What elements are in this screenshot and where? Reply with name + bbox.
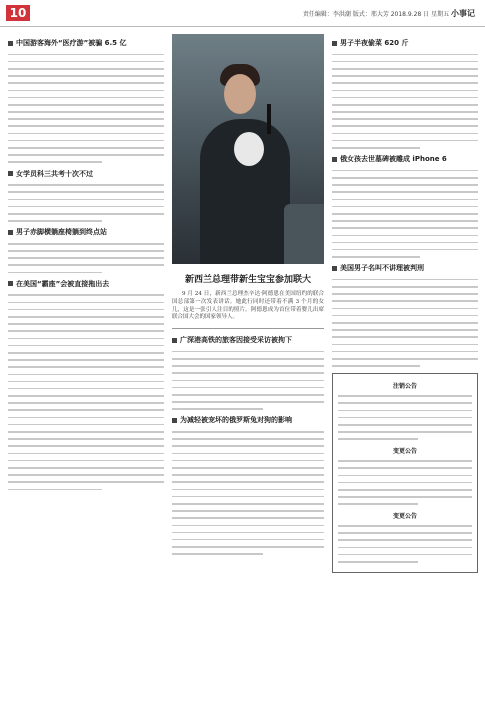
- text-line: [8, 481, 164, 483]
- text-line: [8, 199, 164, 201]
- column-right: [332, 34, 478, 699]
- text-line: [8, 330, 164, 332]
- text-line: [172, 481, 324, 483]
- notice-body: [338, 460, 472, 505]
- text-line: [338, 402, 472, 404]
- text-line: [8, 97, 164, 99]
- text-line: [8, 445, 164, 447]
- text-line: [338, 395, 472, 397]
- photo-caption: 9 月 24 日，新西兰总理杰辛达·阿德恩在美国纽约的联合国总部第一次发表讲话。她此行同时还带着不满 3 个月的女儿，这是一张引人注目的照片。阿德恩成为首位带着婴儿出席联合国大会的国家领导人。: [172, 291, 324, 321]
- article-heading: 美国男子名叫不讲理被判刑: [332, 263, 478, 273]
- text-line: [8, 161, 102, 163]
- text-line: [8, 388, 164, 390]
- text-line: [8, 366, 164, 368]
- column-left: [8, 34, 164, 699]
- article-body: [8, 243, 164, 273]
- text-line: [332, 104, 478, 106]
- text-line: [332, 358, 478, 360]
- text-line: [332, 249, 478, 251]
- microphone-icon: [267, 104, 271, 134]
- text-line: [332, 170, 478, 172]
- text-line: [332, 97, 478, 99]
- text-line: [332, 140, 478, 142]
- text-line: [332, 147, 420, 149]
- text-line: [172, 467, 324, 469]
- text-line: [8, 294, 164, 296]
- text-line: [8, 302, 164, 304]
- text-line: [8, 338, 164, 340]
- text-line: [172, 387, 324, 389]
- text-line: [332, 308, 478, 310]
- text-line: [8, 184, 164, 186]
- text-line: [338, 547, 472, 549]
- text-line: [172, 517, 324, 519]
- text-line: [332, 206, 478, 208]
- text-line: [8, 395, 164, 397]
- text-line: [172, 380, 324, 382]
- article-heading: 俄女孩去世墓碑被雕成 iPhone 6: [332, 154, 478, 164]
- text-line: [8, 54, 164, 56]
- text-line: [332, 279, 478, 281]
- bullet-square-icon: [172, 418, 177, 423]
- text-line: [8, 264, 164, 266]
- bullet-square-icon: [8, 230, 13, 235]
- article-body: [172, 351, 324, 410]
- text-line: [338, 496, 472, 498]
- text-line: [8, 359, 164, 361]
- text-line: [332, 351, 478, 353]
- article-heading: 为减轻被宠坏的俄罗斯兔对狗的影响: [172, 415, 324, 425]
- photo-figure: [224, 74, 256, 114]
- text-line: [8, 140, 164, 142]
- text-line: [332, 177, 478, 179]
- text-line: [338, 431, 472, 433]
- notice-box: [332, 373, 478, 574]
- bullet-square-icon: [8, 41, 13, 46]
- article-heading: 男子赤脚横躺座椅躺到终点站: [8, 227, 164, 237]
- text-line: [338, 417, 472, 419]
- text-line: [332, 315, 478, 317]
- text-line: [8, 75, 164, 77]
- text-line: [332, 322, 478, 324]
- article-heading: 在美国“霸座”会被直接拖出去: [8, 279, 164, 289]
- text-line: [332, 133, 478, 135]
- bullet-square-icon: [332, 157, 337, 162]
- divider: [172, 328, 324, 329]
- text-line: [172, 408, 263, 410]
- text-line: [332, 242, 478, 244]
- text-line: [332, 125, 478, 127]
- text-line: [332, 235, 478, 237]
- photo-figure: [284, 204, 324, 264]
- text-line: [338, 424, 472, 426]
- text-line: [8, 243, 164, 245]
- photo-headline: 新西兰总理带新生宝宝参加联大: [184, 275, 311, 285]
- text-line: [172, 489, 324, 491]
- text-line: [172, 453, 324, 455]
- text-line: [8, 125, 164, 127]
- text-line: [8, 424, 164, 426]
- text-line: [8, 250, 164, 252]
- text-line: [8, 147, 164, 149]
- text-line: [8, 409, 164, 411]
- text-line: [8, 104, 164, 106]
- article-heading: 广深港高铁的旅客因接受采访被拘下: [172, 335, 324, 345]
- text-line: [8, 220, 102, 222]
- text-line: [8, 191, 164, 193]
- text-line: [172, 438, 324, 440]
- text-line: [8, 118, 164, 120]
- notice-body: [338, 525, 472, 563]
- text-line: [172, 539, 324, 541]
- text-line: [8, 323, 164, 325]
- bullet-square-icon: [172, 338, 177, 343]
- text-line: [172, 372, 324, 374]
- text-line: [8, 68, 164, 70]
- column-middle: [172, 34, 324, 699]
- article-body: [172, 431, 324, 555]
- text-line: [338, 532, 472, 534]
- text-line: [8, 431, 164, 433]
- text-line: [172, 445, 324, 447]
- text-line: [332, 199, 478, 201]
- text-line: [8, 438, 164, 440]
- photo-figure: [234, 132, 264, 166]
- text-line: [332, 61, 478, 63]
- text-line: [332, 365, 420, 367]
- text-line: [338, 467, 472, 469]
- text-line: [8, 467, 164, 469]
- text-line: [172, 503, 324, 505]
- text-line: [332, 184, 478, 186]
- text-line: [8, 111, 164, 113]
- text-line: [172, 532, 324, 534]
- text-line: [332, 256, 420, 258]
- text-line: [338, 554, 472, 556]
- text-line: [172, 431, 324, 433]
- text-line: [172, 474, 324, 476]
- text-line: [8, 90, 164, 92]
- text-line: [8, 352, 164, 354]
- article-body: [332, 54, 478, 149]
- text-line: [332, 54, 478, 56]
- text-line: [172, 358, 324, 360]
- text-line: [8, 345, 164, 347]
- article-heading: 中国游客海外“医疗游”被骗 6.5 亿: [8, 38, 164, 48]
- text-line: [338, 482, 472, 484]
- article-body: [332, 279, 478, 367]
- article-body: [332, 170, 478, 258]
- text-line: [332, 111, 478, 113]
- text-line: [8, 402, 164, 404]
- text-line: [8, 82, 164, 84]
- text-line: [8, 381, 164, 383]
- text-line: [172, 546, 324, 548]
- text-line: [8, 257, 164, 259]
- article-heading: 男子半夜偷菜 620 斤: [332, 38, 478, 48]
- text-line: [338, 561, 418, 563]
- text-line: [8, 61, 164, 63]
- article-body: [8, 184, 164, 222]
- text-line: [332, 220, 478, 222]
- text-line: [8, 133, 164, 135]
- text-line: [332, 286, 478, 288]
- text-line: [8, 417, 164, 419]
- text-line: [338, 460, 472, 462]
- text-line: [332, 82, 478, 84]
- text-line: [332, 191, 478, 193]
- text-line: [332, 90, 478, 92]
- text-line: [338, 438, 418, 440]
- bullet-square-icon: [8, 281, 13, 286]
- text-line: [332, 344, 478, 346]
- notice-title: 变更公告: [392, 447, 417, 455]
- text-line: [332, 213, 478, 215]
- text-line: [172, 401, 324, 403]
- text-line: [332, 68, 478, 70]
- text-line: [8, 272, 102, 274]
- text-line: [332, 75, 478, 77]
- text-line: [8, 474, 164, 476]
- text-line: [8, 489, 102, 491]
- text-line: [332, 300, 478, 302]
- text-line: [8, 316, 164, 318]
- text-line: [332, 227, 478, 229]
- text-line: [172, 525, 324, 527]
- notice-title: 注销公告: [392, 382, 417, 390]
- text-line: [8, 154, 164, 156]
- text-line: [338, 475, 472, 477]
- text-line: [332, 329, 478, 331]
- text-line: [332, 336, 478, 338]
- news-photo: [172, 34, 324, 264]
- notice-body: [338, 395, 472, 440]
- text-line: [338, 410, 472, 412]
- text-line: [8, 460, 164, 462]
- notice-title: 变更公告: [392, 512, 417, 520]
- text-line: [172, 496, 324, 498]
- text-line: [332, 118, 478, 120]
- text-line: [172, 394, 324, 396]
- text-line: [172, 351, 324, 353]
- bullet-square-icon: [332, 266, 337, 271]
- text-line: [8, 206, 164, 208]
- bullet-square-icon: [332, 41, 337, 46]
- text-line: [338, 489, 472, 491]
- section-name: 小事记: [451, 9, 475, 18]
- article-body: [8, 294, 164, 490]
- text-line: [172, 510, 324, 512]
- text-line: [338, 525, 472, 527]
- text-line: [338, 503, 418, 505]
- article-heading: 女学员科三共考十次不过: [8, 169, 164, 179]
- editor-info: 责任编辑：李洪潮 版式：邢大芳 2018.9.28 日 星期五: [302, 11, 450, 18]
- bullet-square-icon: [8, 171, 13, 176]
- text-line: [172, 460, 324, 462]
- text-line: [8, 374, 164, 376]
- text-line: [8, 309, 164, 311]
- article-body: [8, 54, 164, 163]
- text-line: [338, 539, 472, 541]
- header-info: [303, 8, 475, 19]
- page-header: [0, 0, 485, 27]
- page-number: 10: [6, 5, 30, 21]
- text-line: [8, 453, 164, 455]
- text-line: [172, 365, 324, 367]
- text-line: [332, 293, 478, 295]
- text-line: [8, 213, 164, 215]
- text-line: [172, 553, 263, 555]
